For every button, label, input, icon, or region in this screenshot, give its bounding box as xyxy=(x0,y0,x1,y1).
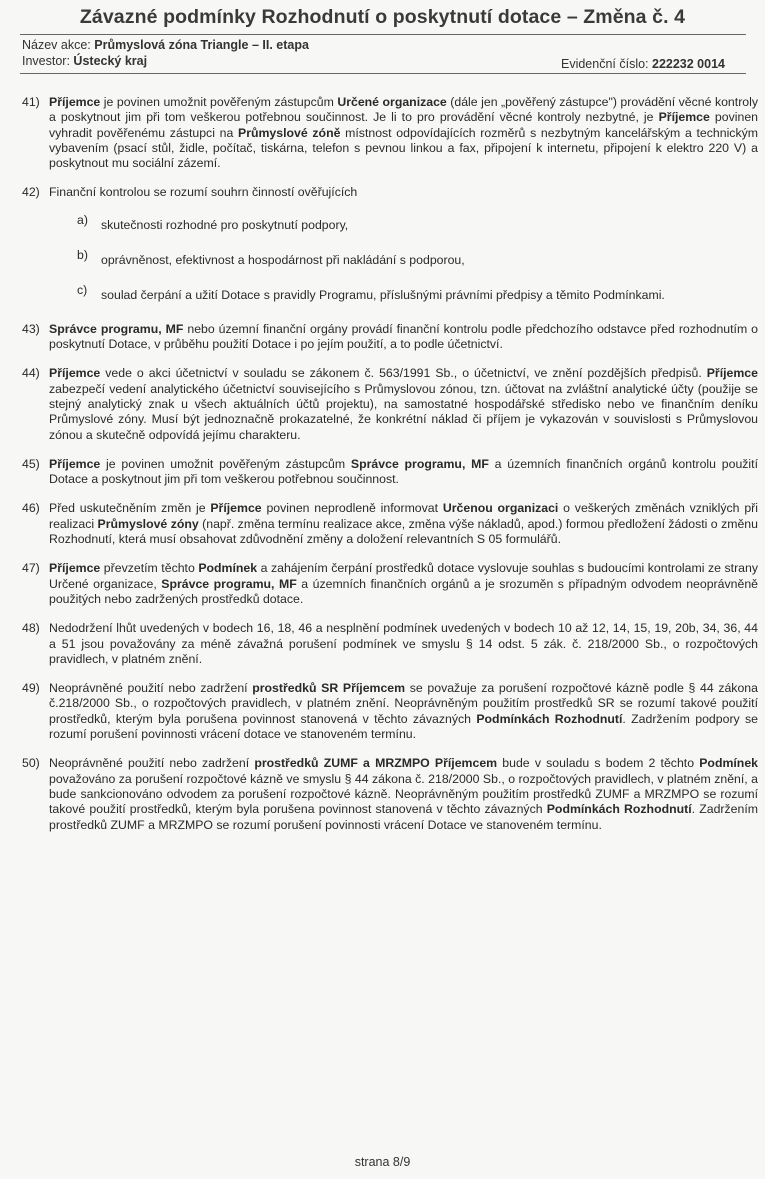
evidence-value: 222232 0014 xyxy=(652,57,725,71)
condition-item xyxy=(22,95,758,171)
condition-item xyxy=(22,501,758,547)
condition-number: 42) xyxy=(22,185,40,200)
text-run: a územních finančních orgánů kontrolu použití Dotace a poskytnout jim při tom veškerou potřebnou součinnost. xyxy=(49,456,759,487)
text-run: Neoprávněné použití nebo zadržení xyxy=(49,756,255,771)
text-run: je povinen umožnit pověřeným zástupcům xyxy=(100,95,338,109)
text-run: se považuje za porušení rozpočtové kázně podle § 44 zákona č.218/2000 Sb., o rozpočtových pravidlech, v platném znění. Neoprávněným použitím prostředků SR se rozumí takové použití prostředků, kterým byla porušena povinnost stanovená v těchto závazných xyxy=(49,681,758,726)
bold-term: Průmyslové zóně xyxy=(238,125,341,140)
text-run: je povinen umožnit pověřeným zástupcům xyxy=(100,456,351,471)
bold-term: Příjemce xyxy=(706,366,758,381)
condition-number: 48) xyxy=(22,621,40,636)
text-run: nebo územní finanční orgány provádí finanční kontrolu podle předchozího odstavce před rozhodnutím o poskytnutí Dotace, v průběhu použití Dotace i po jejím použití, a to podle účetnictví. xyxy=(49,321,759,352)
condition-item xyxy=(22,621,758,667)
sub-item-text: oprávněnost, efektivnost a hospodárnost při nakládání s podporou, xyxy=(101,252,465,267)
bold-term: Podmínek xyxy=(699,756,758,771)
text-run: převzetím těchto xyxy=(100,561,199,576)
title-underline xyxy=(20,34,746,35)
investor-label: Investor: xyxy=(22,54,74,68)
sub-item-letter: c) xyxy=(77,282,88,297)
condition-number: 45) xyxy=(22,456,40,471)
bold-term: Podmínkách Rozhodnutí xyxy=(476,711,623,726)
condition-number: 47) xyxy=(22,561,40,576)
bold-term: Správce programu, MF xyxy=(49,321,184,336)
action-value: Průmyslová zóna Triangle – II. etapa xyxy=(94,38,309,52)
bold-term: Podmínek xyxy=(198,561,258,576)
condition-number: 43) xyxy=(22,321,40,336)
evidence-number xyxy=(561,57,725,71)
sub-item-letter: b) xyxy=(77,247,88,262)
text-run: považováno za porušení rozpočtové kázně ve smyslu § 44 zákona č. 218/2000 Sb., o rozpočtových pravidlech, v platném znění, a bude sankcionováno odvodem za porušení rozpočtové kázně. Neoprávněným použitím prostředků ZUMF a MRZMPO se rozumí takové použití prostředků, kterým byla porušena povinnost stanovená v těchto závazných xyxy=(49,771,758,817)
condition-text xyxy=(49,756,758,832)
text-run: . Zadržením podpory se rozumí porušení povinnosti vrácení dotace ve stanoveném termínu. xyxy=(49,711,759,742)
text-run: Nedodržení lhůt uvedených v bodech 16, 18, 46 a nesplnění podmínek uvedených v bodech 10 až 12, 14, 15, 19, 20b, 34, 36, 44 a 51 jsou považovány za méně závažná porušení podmínek ve smyslu § 14 odst. 5 zák. č. 218/2000 Sb., o rozpočtových pravidlech, v platném znění. xyxy=(49,621,758,666)
condition-text xyxy=(49,366,758,442)
bold-term: Podmínkách Rozhodnutí xyxy=(546,802,692,817)
condition-text xyxy=(49,561,758,607)
condition-number: 49) xyxy=(22,681,40,696)
bold-term: Určenou organizaci xyxy=(442,501,559,516)
sub-item-letter: a) xyxy=(77,212,88,227)
text-run: povinen vyhradit pověřenému zástupci na xyxy=(49,110,758,140)
text-run: Před uskutečněním změn je xyxy=(49,501,211,516)
text-run: místnost odpovídajících rozměrů s nezbytným kancelářským a technickým vybavením (psací stůl, židle, počítač, tiskárna, telefon s pevnou linkou a fax, připojení k internetu, připojení k elektro 220 V) a poskytnout mu sociální zázemí. xyxy=(49,125,758,171)
condition-item xyxy=(22,457,758,488)
bold-term: Příjemce xyxy=(49,456,101,471)
text-run: Finanční kontrolou se rozumí souhrn činností ověřujících xyxy=(49,185,358,200)
condition-number: 41) xyxy=(22,95,40,109)
bold-term: prostředků ZUMF a MRZMPO Příjemcem xyxy=(254,756,498,771)
text-run: . Zadržením prostředků ZUMF a MRZMPO se rozumí porušení povinnosti vrácení Dotace ve stanoveném termínu. xyxy=(49,802,759,832)
conditions-list xyxy=(22,95,758,847)
condition-item xyxy=(22,366,758,442)
bold-term: Příjemce xyxy=(49,366,101,381)
text-run: povinen neprodleně informovat xyxy=(261,501,443,516)
text-run: a zahájením čerpání prostředků dotace vyslovuje souhlas s budoucími kontrolami ze strany Určené organizace, xyxy=(49,561,758,591)
investor xyxy=(22,54,147,68)
investor-value: Ústecký kraj xyxy=(73,54,148,68)
condition-number: 50) xyxy=(22,756,40,771)
condition-number: 44) xyxy=(22,366,40,381)
condition-text xyxy=(49,185,758,307)
condition-text xyxy=(49,457,758,488)
bold-term: Příjemce xyxy=(210,501,262,516)
text-run: zabezpečí vedení analytického účetnictví souvisejícího s Průmyslovou zónou, tzn. účtovat na zvláštní analytické účty (použije se stejný analytický znak u všech aktuálních účtů projektu), na samostatné hospodářské středisko nebo ve finančním deníku Průmyslové zóny. Musí být jednoznačně prokazatelné, že konkrétní náklad či příjem je vykazován v souvislosti s Průmyslovou zónou a skutečně odpovídá jejímu charakteru. xyxy=(49,381,758,442)
sub-item xyxy=(77,248,758,273)
text-run: bude v souladu s bodem 2 těchto xyxy=(497,756,700,771)
condition-item xyxy=(22,756,758,832)
action-label: Název akce: xyxy=(22,38,95,52)
condition-text xyxy=(49,681,758,742)
text-run: (např. změna termínu realizace akce, změna výše nákladů, apod.) formou předložení žádosti o změnu Rozhodnutí, která musí obsahovat zdůvodnění změny a doložení relevantních S 05 formulářů. xyxy=(49,516,758,547)
bold-term: Správce programu, MF xyxy=(350,456,489,471)
condition-text xyxy=(49,621,758,667)
bold-term: prostředků SR Příjemcem xyxy=(252,681,406,696)
text-run: a územních finančních orgánů a je srozuměn s případným odvodem neoprávněně použitých nebo zadržených prostředků dotace. xyxy=(49,576,758,606)
condition-text xyxy=(49,501,758,547)
sub-item xyxy=(77,213,758,238)
bold-term: Příjemce xyxy=(49,95,101,109)
sub-item-text: soulad čerpání a užití Dotace s pravidly Programu, příslušnými právními předpisy a těmito Podmínkami. xyxy=(101,287,665,302)
condition-number: 46) xyxy=(22,501,40,516)
action-name xyxy=(22,38,309,52)
condition-text xyxy=(49,95,758,171)
condition-text xyxy=(49,322,758,353)
bold-term: Průmyslové zóny xyxy=(97,516,199,531)
evidence-label: Evidenční číslo: xyxy=(560,57,652,71)
condition-item xyxy=(22,322,758,353)
condition-item xyxy=(22,561,758,607)
header-rule xyxy=(20,73,746,74)
bold-term: Určené organizace xyxy=(337,95,447,109)
page-number: strana 8/9 xyxy=(354,1155,411,1169)
text-run: (dále jen „pověřený zástupce") provádění věcné kontroly a poskytnout jim při tom veškerou potřebnou součinnost. Je li to pro provádění věcné kontroly nezbytné, je xyxy=(49,95,759,125)
bold-term: Příjemce xyxy=(49,561,101,576)
text-run: o veškerých změnách vzniklých při realizaci xyxy=(49,501,758,531)
document-title: Závazné podmínky Rozhodnutí o poskytnutí dotace – Změna č. 4 xyxy=(79,6,686,28)
bold-term: Správce programu, MF xyxy=(161,576,297,591)
bold-term: Příjemce xyxy=(658,110,710,125)
text-run: Neoprávněné použití nebo zadržení xyxy=(49,681,253,696)
sub-item xyxy=(77,283,758,308)
sub-item-text: skutečnosti rozhodné pro poskytnutí podpory, xyxy=(101,217,349,232)
text-run: vede o akci účetnictví v souladu se zákonem č. 563/1991 Sb., o účetnictví, ve znění pozdějších předpisů. xyxy=(100,366,707,381)
condition-item xyxy=(22,681,758,742)
condition-item xyxy=(22,185,758,307)
